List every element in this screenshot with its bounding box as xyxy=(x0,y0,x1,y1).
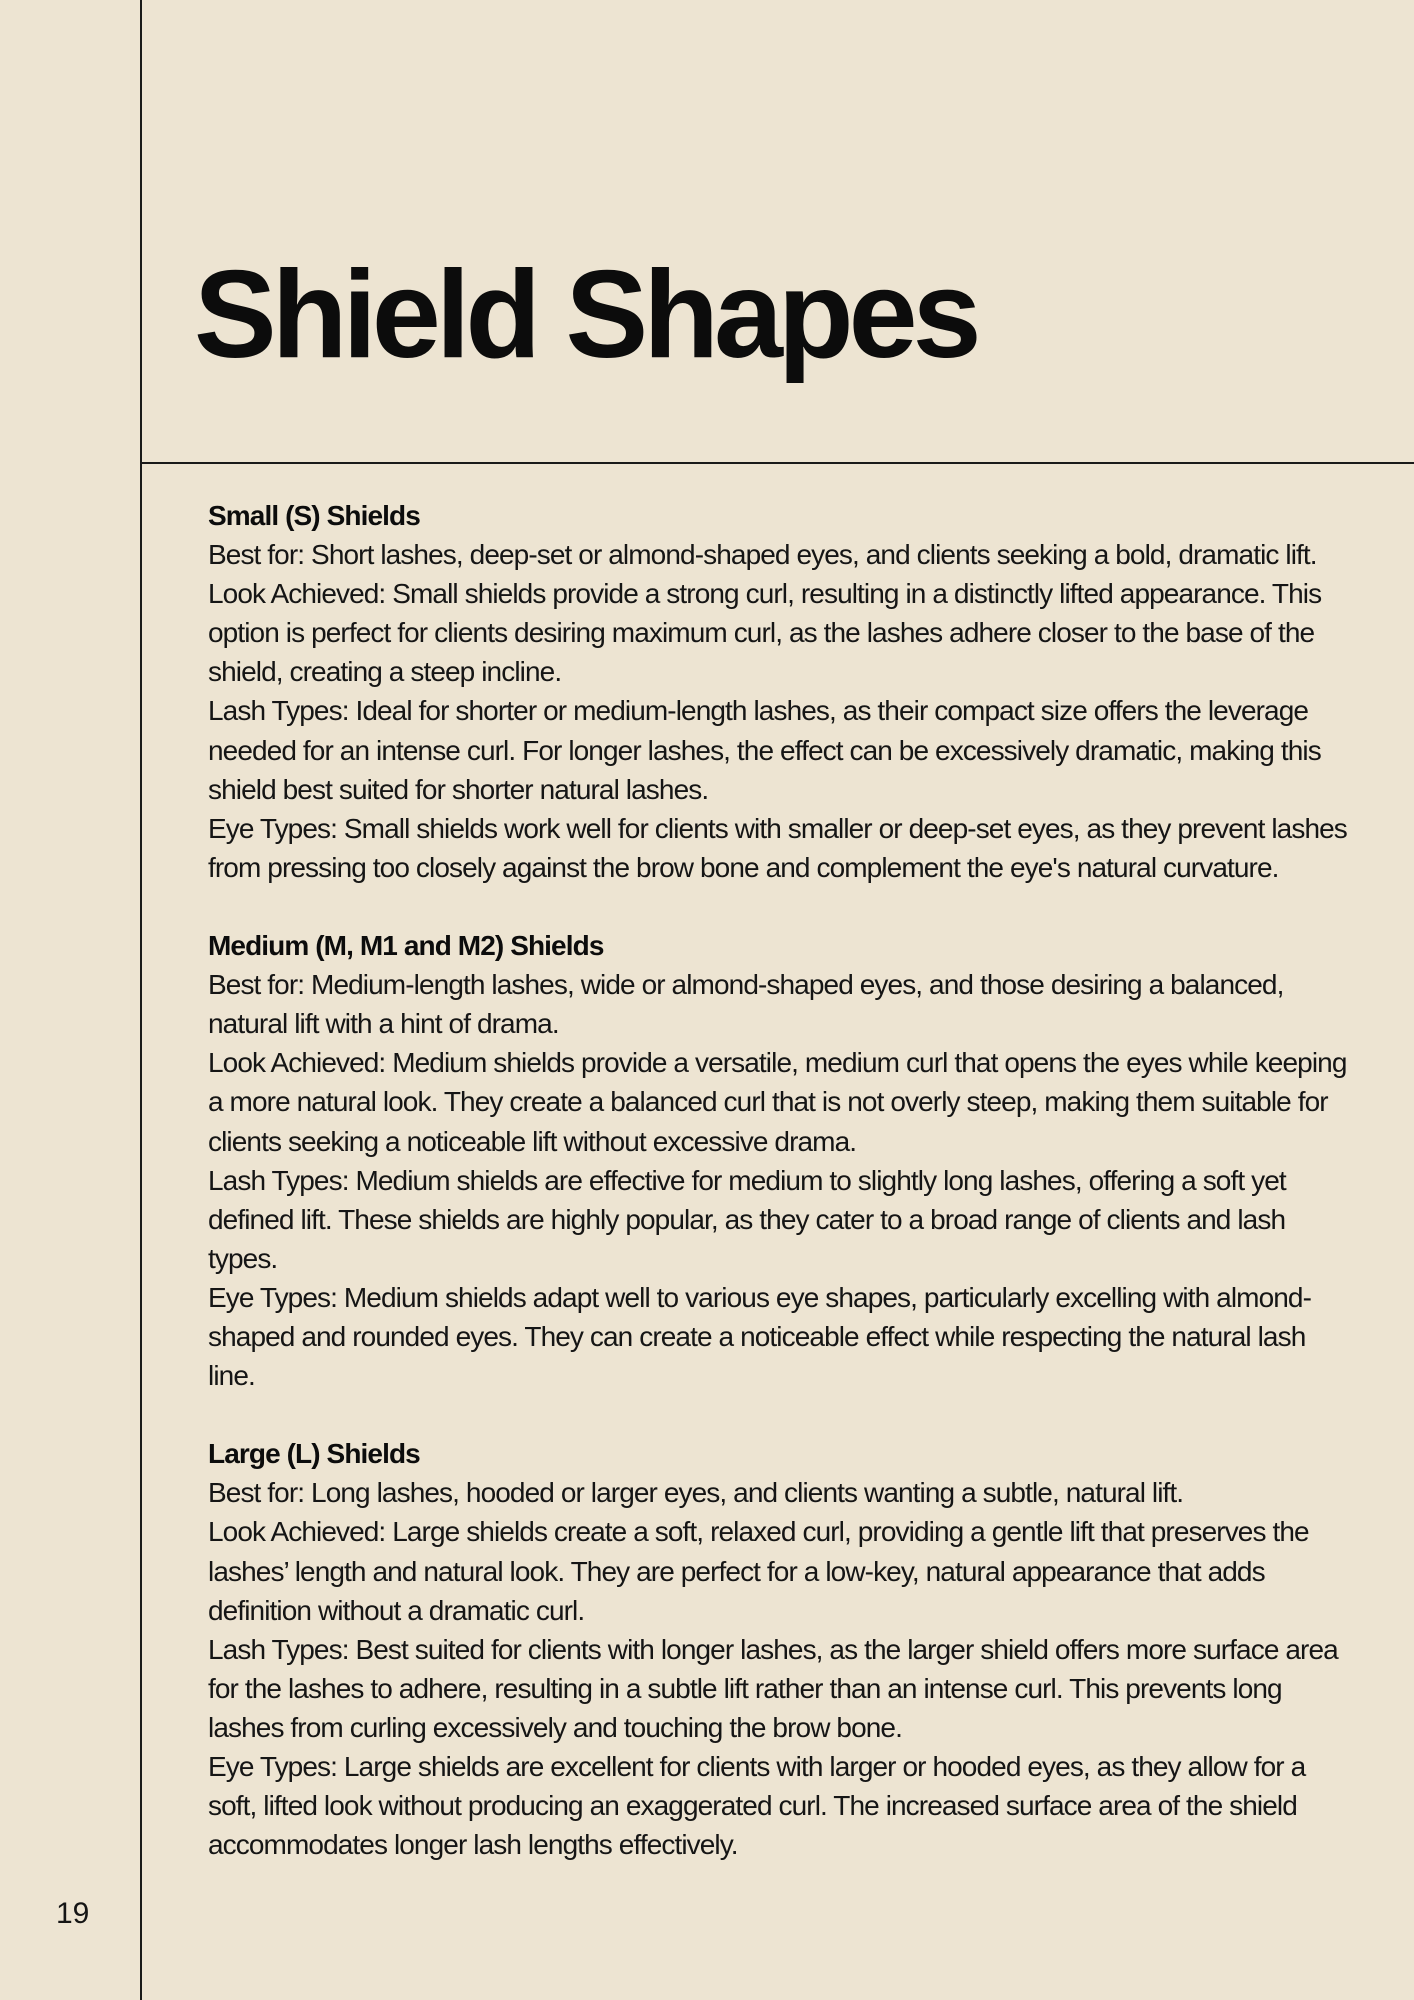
section-heading: Large (L) Shields xyxy=(208,1438,420,1470)
lash-types-paragraph: Lash Types: Ideal for shorter or medium-length lashes, as their compact size offers the leverage needed for an intense curl. For longer lashes, the effect can be excessively dramatic, making this shield best suited for shorter natural lashes. xyxy=(208,695,1321,805)
eye-types-paragraph: Eye Types: Medium shields adapt well to various eye shapes, particularly excelling with almond-shaped and rounded eyes. They can create a noticeable effect while respecting the natural lash line. xyxy=(208,1281,1312,1392)
best-for-paragraph: Best for: Medium-length lashes, wide or almond-shaped eyes, and those desiring a balanced, natural lift with a hint of drama. xyxy=(208,969,1284,1040)
horizontal-rule xyxy=(140,462,1414,464)
section-small-shields xyxy=(208,496,1358,887)
section-heading: Medium (M, M1 and M2) Shields xyxy=(208,930,604,962)
look-achieved-paragraph: Look Achieved: Small shields provide a strong curl, resulting in a distinctly lifted appearance. This option is perfect for clients desiring maximum curl, as the lashes adhere closer to the base of the shield, creating a steep incline. xyxy=(208,578,1322,688)
vertical-rule xyxy=(140,0,142,2000)
section-heading: Small (S) Shields xyxy=(208,500,420,531)
eye-types-paragraph: Eye Types: Small shields work well for clients with smaller or deep-set eyes, as they prevent lashes from pressing too closely against the brow bone and complement the eye's natural curvature. xyxy=(208,812,1347,883)
lash-types-paragraph: Lash Types: Medium shields are effective for medium to slightly long lashes, offering a soft yet defined lift. These shields are highly popular, as they cater to a broad range of clients and lash types. xyxy=(208,1164,1286,1274)
section-medium-shields xyxy=(208,926,1358,1395)
eye-types-paragraph: Eye Types: Large shields are excellent for clients with larger or hooded eyes, as they allow for a soft, lifted look without producing an exaggerated curl. The increased surface area of the shield accommodates longer lash lengths effectively. xyxy=(208,1751,1306,1861)
look-achieved-paragraph: Look Achieved: Medium shields provide a versatile, medium curl that opens the eyes while keeping a more natural look. They create a balanced curl that is not overly steep, making them suitable for clients seeking a noticeable lift without excessive drama. xyxy=(208,1047,1347,1157)
content-body xyxy=(208,496,1358,1864)
page-number: 19 xyxy=(56,1897,90,1930)
lash-types-paragraph: Lash Types: Best suited for clients with longer lashes, as the larger shield offers more surface area for the lashes to adhere, resulting in a subtle lift rather than an intense curl. This prevents long lashes from curling excessively and touching the brow bone. xyxy=(208,1633,1338,1743)
look-achieved-paragraph: Look Achieved: Large shields create a soft, relaxed curl, providing a gentle lift that preserves the lashes’ length and natural look. They are perfect for a low-key, natural appearance that adds definition without a dramatic curl. xyxy=(208,1516,1309,1626)
page-title: Shield Shapes xyxy=(194,246,977,384)
best-for-paragraph: Best for: Long lashes, hooded or larger eyes, and clients wanting a subtle, natural lift. xyxy=(208,1477,1184,1509)
best-for-paragraph: Best for: Short lashes, deep-set or almond-shaped eyes, and clients seeking a bold, dramatic lift. xyxy=(208,539,1317,571)
section-large-shields xyxy=(208,1434,1358,1864)
